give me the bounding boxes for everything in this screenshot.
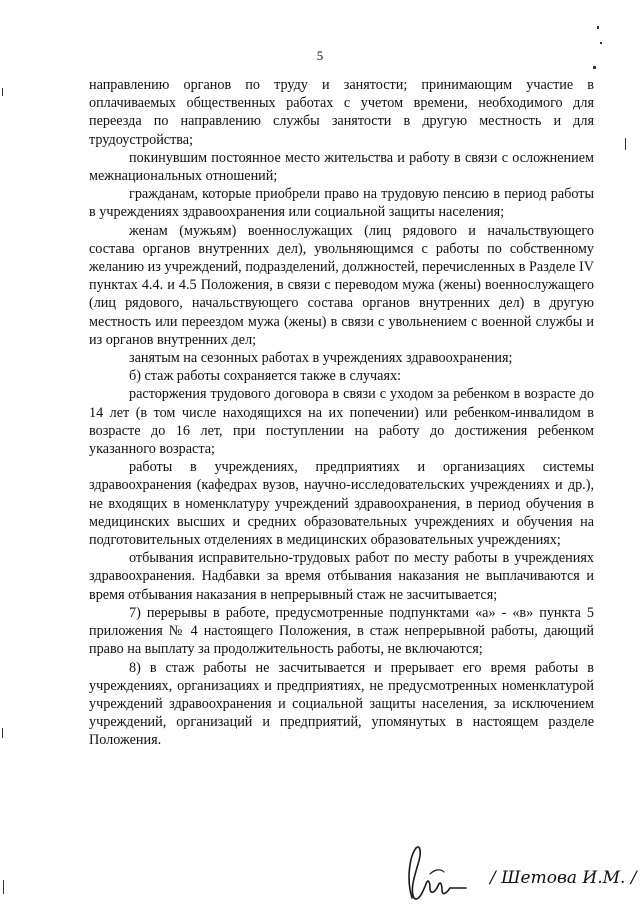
paragraph: б) стаж работы сохраняется также в случаях: [129, 368, 402, 385]
paragraph: 8) в стаж работы не засчитывается и прерывает его время работы в учреждениях, организациях и предприятиях, не предусмотренных номенклатурой учреждений здравоохранения и социальной защиты населения, за исключением учреждений, организаций и предприятий, упомянутых в настоящем разделе Положения. [89, 659, 594, 749]
scan-mark [625, 138, 626, 150]
scan-mark [593, 66, 596, 69]
paragraph: гражданам, которые приобрели право на трудовую пенсию в период работы в учреждениях здравоохранения или социальной защиты населения; [89, 186, 594, 221]
paragraph: 7) перерывы в работе, предусмотренные подпунктами «а» - «в» пункта 5 приложения № 4 настоящего Положения, в стаж непрерывной работы, дающий право на выплату за продолжительность работы, не включаются; [89, 604, 594, 658]
scan-mark [2, 728, 3, 738]
paragraph: направлению органов по труду и занятости; принимающим участие в оплачиваемых общественных работах с учетом времени, необходимого для переезда по направлению службы занятости в другую местность и для трудоустройства; [89, 77, 594, 148]
scan-mark [597, 26, 599, 29]
paragraph: работы в учреждениях, предприятиях и организациях системы здравоохранения (кафедрах вузов, научно-исследовательских учреждениях и др.), не входящих в номенклатуру учреждений здравоохранения, в период обучения в медицинских высших и средних образовательных учреждениях и обучения на подготовительных отделениях в медицинских образовательных учреждениях; [89, 459, 594, 549]
scan-mark [2, 88, 3, 96]
paragraph: занятым на сезонных работах в учреждениях здравоохранения; [129, 350, 513, 367]
scan-mark [3, 880, 4, 894]
scan-mark [600, 42, 602, 44]
paragraph: расторжения трудового договора в связи с уходом за ребенком в возрасте до 14 лет (в том числе находящихся на их попечении) или ребенком-инвалидом в возрасте до 16 лет, при поступлении на работу до достижения ребенком указанного возраста; [89, 386, 594, 458]
document-body [89, 76, 594, 750]
page-number: 5 [316, 48, 324, 63]
paragraph: отбывания исправительно-трудовых работ по месту работы в учреждениях здравоохранения. Надбавки за время отбывания наказания не выплачиваются и время отбывания наказания в непрерывный стаж не засчитывается; [89, 550, 594, 603]
paragraph: женам (мужьям) военнослужащих (лиц рядового и начальствующего состава органов внутренних дел), увольняющимся с работы по собственному желанию из учреждений, подразделений, должностей, перечисленных в Разделе IV пунктах 4.4. и 4.5 Положения, в связи с переводом мужа (жены) военнослужащего (лиц рядового, начальствующего состава органов внутренних дел) в другую местность или переездом мужа (жены) в связи с увольнением с военной службы и из органов внутренних дел; [89, 222, 594, 348]
paragraph: покинувшим постоянное место жительства и работу в связи с осложнением межнациональных отношений; [89, 149, 594, 185]
signature-name: / Шетова И.М. / [490, 868, 637, 888]
